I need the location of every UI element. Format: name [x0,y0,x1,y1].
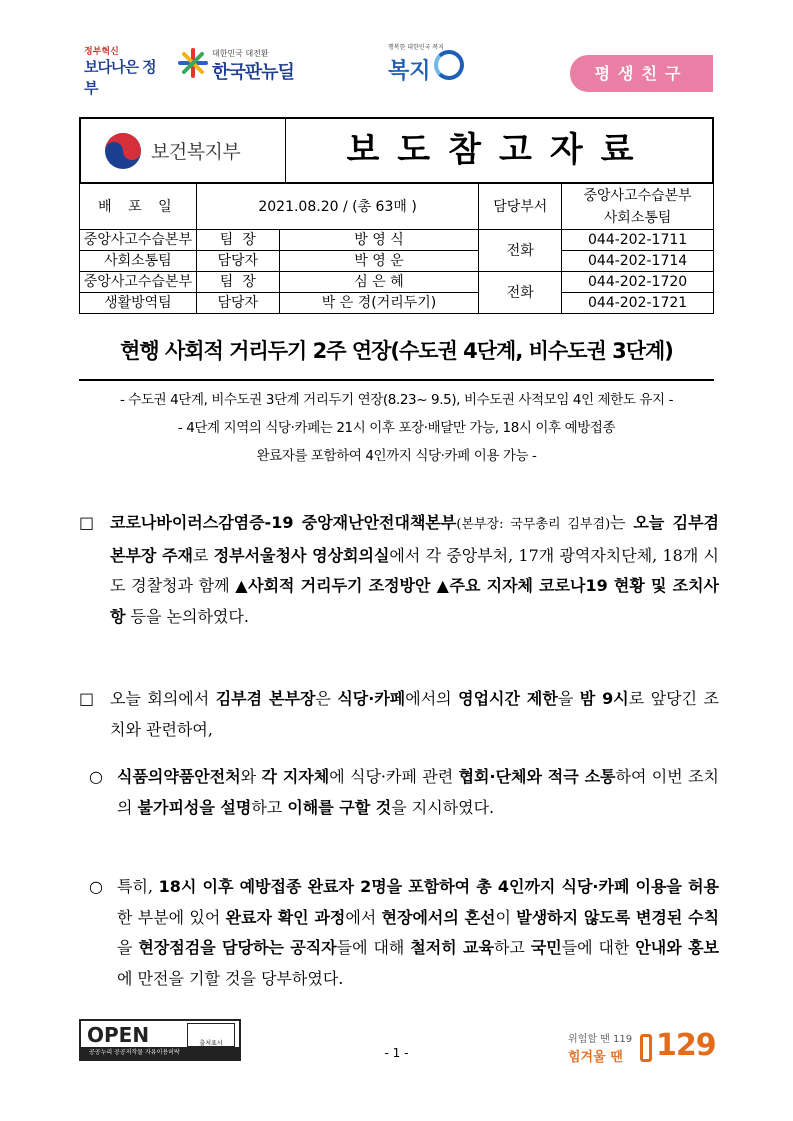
attribution-badge: 출처표시 [187,1023,235,1047]
contact-row [80,272,714,293]
dept-value [562,184,714,230]
paragraph-3 [79,762,719,823]
text-normal: (본부장: 국무총리 김부겸) [456,517,611,532]
role: 팀 장 [196,230,279,251]
new-deal-small-text: 대한민국 대전환 [212,49,269,58]
taegeuk-emblem-icon [103,131,143,171]
subtitle-line: - 수도권 4단계, 비수도권 3단계 거리두기 연장(8.23~ 9.5), 비수도권 사적모임 4인 제한도 유지 - [119,392,674,408]
text-normal: 로 [193,545,214,565]
distribution-row [80,184,714,230]
unit-line1: 중앙사고수습본부 [80,230,197,251]
unit-line2: 사회소통팀 [80,251,197,272]
text-normal: 에서 [345,907,382,927]
text-bold: 김부겸 본부장 [215,689,316,708]
page-number: - 1 - [384,1046,409,1060]
paragraph-text [79,872,719,994]
text-bold: ▲사회적 거리두기 조정방안 ▲주요 지자체 코로나19 현황 및 조치사항 [110,576,719,626]
text-bold: 오늘 김부겸 본부장 주재 [110,513,719,565]
dist-value: 2021.08.20 / (총 63매 ) [196,184,479,230]
text-normal: 와 [240,767,262,786]
text-bold: 불가피성을 설명 [137,797,252,817]
text-bold: 현장점검을 담당하는 공직자 [138,938,337,957]
unit-line1: 중앙사고수습본부 [80,272,197,293]
person-name: 박 은 경(거리두기) [279,293,479,314]
helpline-number: 129 [656,1028,716,1063]
lifelong-friend-tag: 평생친구 [570,55,713,92]
paragraph-4 [79,872,719,994]
ministry-cell [81,119,286,182]
text-normal: 로 앞당긴 조치와 관련하여, [110,689,719,739]
korean-new-deal-logo [178,46,308,86]
dept-label: 담당부서 [479,184,562,230]
dist-label: 배 포 일 [80,184,197,230]
ministry-name: 보건복지부 [151,141,241,163]
text-bold: 식당·카페 [337,689,406,708]
text-normal: 는 [610,513,634,532]
text-normal: 을 [557,689,580,708]
contact-info-table [79,183,714,314]
circle-bullet-icon: ○ [89,767,103,786]
text-bold: 이해를 구할 것 [287,797,392,817]
phone-label: 전화 [479,272,562,314]
helpline-line1: 위험할 땐 119 [568,1034,633,1045]
text-normal: 하여 이번 조치의 [117,767,719,817]
person-name: 박 영 운 [279,251,479,272]
dept-value-line2: 사회소통팀 [603,209,672,226]
bokji-ring-icon [434,50,464,80]
text-normal: 들에 대해 [336,938,411,957]
text-bold: 국민 [530,938,562,957]
text-bold: 철저히 교육 [410,938,494,957]
text-bold: 18시 이후 예방접종 완료자 2명을 포함하여 총 4인까지 식당·카페 이용을 허용 [158,877,719,896]
text-normal: 을 지시하였다. [391,797,495,817]
text-normal: 이 [495,907,517,927]
phone-number: 044-202-1714 [562,251,714,272]
paragraph-2 [79,684,719,745]
text-normal: 하고 [251,797,288,817]
press-title-box [79,117,714,184]
text-normal: 하고 [493,938,531,957]
bokji-big-text: 복지 [388,59,431,84]
person-name: 방 영 식 [279,230,479,251]
contact-row [80,251,714,272]
text-normal: 에 만전을 기할 것을 당부하였다. [117,968,344,988]
helpline-line2: 힘겨울 땐 [568,1050,623,1065]
paragraph-text [79,508,719,632]
main-title: 현행 사회적 거리두기 2주 연장(수도권 4단계, 비수도권 3단계) [120,339,673,363]
contact-row [80,293,714,314]
text-bold: 영업시간 제한 [458,689,558,708]
square-bullet-icon: □ [79,689,95,708]
text-normal: 을 [117,938,139,957]
role: 담당자 [196,251,279,272]
gov-innovation-logo [84,44,164,97]
text-bold: 정부서울청사 영상회의실 [213,545,390,565]
gov-logo-line2: 보다나은 정부 [84,58,156,97]
gov-logo-line1: 정부혁신 [84,47,119,57]
text-bold: 코로나바이러스감염증-19 중앙재난안전대책본부 [110,513,457,532]
text-normal: 들에 대한 [561,938,636,957]
subtitle-line: 완료자를 포함하여 4인까지 식당·카페 이용 가능 - [256,448,537,464]
circle-bullet-icon: ○ [89,877,103,896]
text-bold: 협회·단체와 적극 소통 [458,767,616,786]
phone-number: 044-202-1720 [562,272,714,293]
text-bold: 식품의약품안전처 [117,767,241,786]
subtitle-block [79,386,714,470]
text-normal: 은 [315,689,338,708]
dept-value-line1: 중앙사고수습본부 [583,187,692,204]
text-bold: 발생하지 않도록 변경된 수칙 [516,907,720,927]
text-bold: 밤 9시 [579,689,629,708]
helpline-129-logo [568,1028,718,1072]
text-normal: 오늘 회의에서 [110,689,216,708]
subtitle-line: - 4단계 지역의 식당·카페는 21시 이후 포장·배달만 가능, 18시 이후 예방접종 [177,420,616,436]
role: 팀 장 [196,272,279,293]
phone-icon [640,1034,652,1062]
text-normal: 에서의 [405,689,459,708]
text-normal: 에서 각 중앙부처, 17개 광역자치단체, 18개 시도 경찰청과 함께 [110,545,719,595]
phone-number: 044-202-1721 [562,293,714,314]
bokji-small-text: 행복한 대한민국 복지 [388,44,444,51]
square-bullet-icon: □ [79,513,95,532]
text-bold: 완료자 확인 과정 [225,907,346,927]
title-divider [79,379,714,381]
new-deal-star-icon [178,48,208,78]
contact-row [80,230,714,251]
role: 담당자 [196,293,279,314]
text-normal: 한 부분에 있어 [117,907,226,927]
text-normal: 등을 논의하였다. [125,606,249,626]
paragraph-1 [79,508,719,632]
text-normal: 특히, [117,877,159,896]
paragraph-text [79,684,719,745]
phone-label: 전화 [479,230,562,272]
text-bold: 현장에서의 혼선 [381,907,496,927]
paragraph-text [79,762,719,823]
text-bold: 각 지자체 [261,767,330,786]
open-license-bar: 공공누리 공공저작물 자유이용허락 [81,1047,239,1059]
open-word: OPEN [87,1023,150,1047]
phone-number: 044-202-1711 [562,230,714,251]
person-name: 심 은 혜 [279,272,479,293]
text-normal: 에 식당·카페 관련 [329,767,459,786]
bokji-logo [388,42,468,88]
new-deal-big-text: 한국판뉴딜 [212,62,294,83]
text-bold: 안내와 홍보 [635,938,720,957]
press-headline: 보도참고자료 [346,130,652,170]
unit-line2: 생활방역팀 [80,293,197,314]
